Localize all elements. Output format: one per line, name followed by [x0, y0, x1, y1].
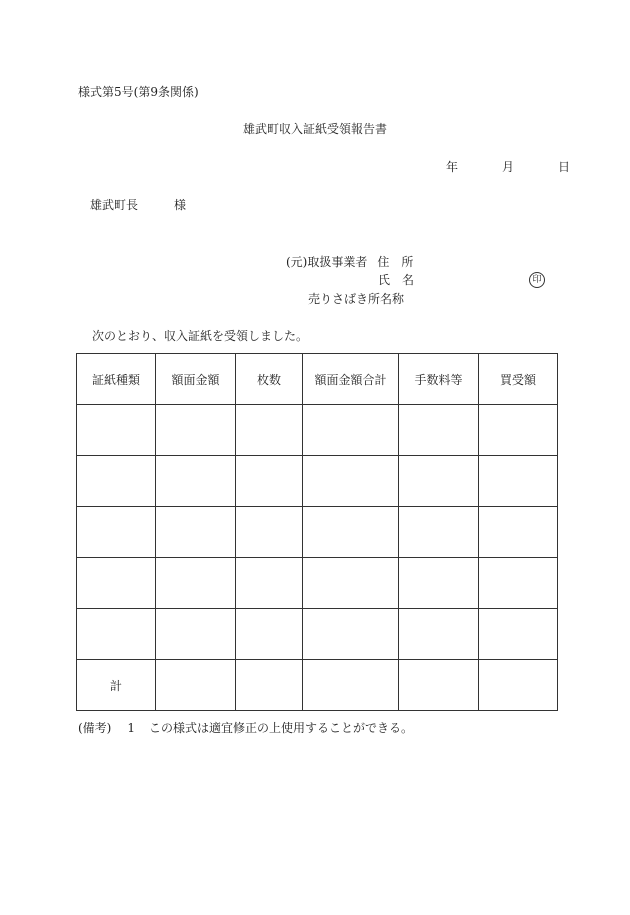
table-cell	[479, 558, 558, 609]
table-cell	[236, 507, 303, 558]
table-cell	[479, 507, 558, 558]
table-cell	[303, 558, 399, 609]
table-row	[77, 456, 558, 507]
form-number: 様式第5号(第9条関係)	[78, 85, 199, 99]
addressee-honorific: 様	[174, 198, 187, 212]
date-day-label: 日	[558, 160, 571, 174]
report-table	[76, 353, 558, 711]
remarks-label: (備考)	[78, 721, 112, 735]
table-cell	[156, 609, 236, 660]
table-row	[77, 609, 558, 660]
table-cell	[156, 456, 236, 507]
table-cell	[77, 558, 156, 609]
seal-mark: 印	[529, 272, 545, 288]
header-purchase-amount: 買受額	[479, 354, 558, 405]
table-cell	[77, 609, 156, 660]
remarks-text: この様式は適宜修正の上使用することができる。	[149, 721, 414, 735]
table-cell	[399, 660, 479, 711]
table-cell	[236, 558, 303, 609]
table-cell	[303, 609, 399, 660]
table-cell	[77, 456, 156, 507]
sender-store-label: 売りさばき所名称	[308, 292, 405, 306]
table-total-row	[77, 660, 558, 711]
table-cell	[399, 507, 479, 558]
header-face-value: 額面金額	[156, 354, 236, 405]
table-header-row	[77, 354, 558, 405]
table-cell	[303, 405, 399, 456]
remarks-number: 1	[127, 721, 136, 735]
table-row	[77, 558, 558, 609]
table-cell	[479, 609, 558, 660]
table-cell	[156, 405, 236, 456]
total-label: 計	[77, 660, 156, 711]
sender-role-label: (元)取扱事業者	[286, 255, 368, 269]
sender-address-row	[286, 256, 413, 268]
table-cell	[156, 507, 236, 558]
table-cell	[303, 456, 399, 507]
table-cell	[77, 507, 156, 558]
header-stamp-type: 証紙種類	[77, 354, 156, 405]
table-cell	[479, 456, 558, 507]
intro-text: 次のとおり、収入証紙を受領しました。	[92, 329, 309, 343]
remarks	[78, 722, 413, 734]
table-cell	[303, 660, 399, 711]
sender-address-label: 住 所	[377, 255, 414, 269]
table-cell	[236, 609, 303, 660]
header-face-value-total: 額面金額合計	[303, 354, 399, 405]
date-month-label: 月	[502, 160, 515, 174]
header-quantity: 枚数	[236, 354, 303, 405]
table-cell	[156, 558, 236, 609]
table-cell	[156, 660, 236, 711]
document-title: 雄武町収入証紙受領報告書	[242, 122, 387, 136]
sender-name-label: 氏 名	[378, 273, 415, 287]
table-cell	[399, 558, 479, 609]
table-row	[77, 405, 558, 456]
table-cell	[479, 405, 558, 456]
table-cell	[303, 507, 399, 558]
table-cell	[236, 405, 303, 456]
table-row	[77, 507, 558, 558]
table-cell	[236, 456, 303, 507]
table-cell	[479, 660, 558, 711]
table-cell	[399, 405, 479, 456]
date-year-label: 年	[446, 160, 459, 174]
table-cell	[77, 405, 156, 456]
addressee-name: 雄武町長	[90, 198, 139, 212]
table-cell	[236, 660, 303, 711]
table-cell	[399, 456, 479, 507]
table-cell	[399, 609, 479, 660]
date-line	[446, 161, 570, 173]
addressee	[90, 199, 186, 211]
header-fee: 手数料等	[399, 354, 479, 405]
